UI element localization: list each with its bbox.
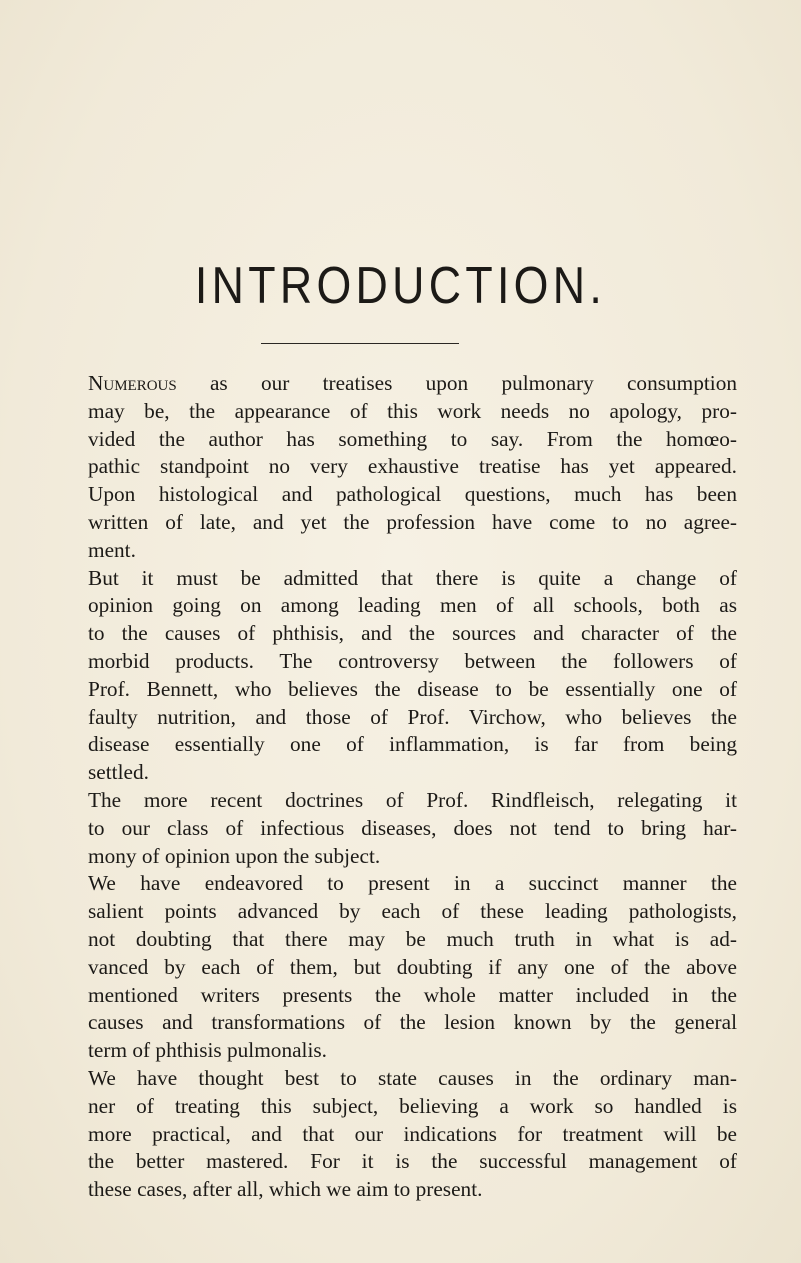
line-text: the better mastered. For it is the successful management of [88,1149,737,1174]
text-line [67,1121,737,1149]
line-text: not doubting that there may be much truth in what is ad- [88,926,737,951]
line-text: term of phthisis pulmonalis. [88,1038,327,1063]
text-line [67,843,737,871]
text-line [67,704,737,732]
text-line [67,1065,737,1093]
line-text: disease essentially one of inflammation, is far from being [88,732,737,757]
line-text: ner of treating this subject, believing a work so handled is [88,1093,737,1118]
text-line [67,370,737,398]
line-text: Upon histological and pathological questions, much has been [88,482,737,507]
body-text [67,370,737,1204]
text-line [67,731,737,759]
text-line [67,1093,737,1121]
page-title: INTRODUCTION. [194,257,607,315]
text-line [67,1037,737,1065]
line-text: We have endeavored to present in a succinct manner the [88,871,737,896]
line-text: salient points advanced by each of these leading pathologists, [88,899,737,924]
text-line [67,759,737,787]
paragraph [67,787,737,870]
text-line [67,537,737,565]
text-line [67,620,737,648]
line-text: morbid products. The controversy between the followers of [88,648,737,673]
line-text: as our treatises upon pulmonary consumption [176,371,737,395]
line-text: to the causes of phthisis, and the sources and character of the [88,621,737,646]
line-text: causes and transformations of the lesion known by the general [88,1010,737,1035]
text-line [67,565,737,593]
text-line [67,481,737,509]
paragraph [67,1065,737,1204]
text-line [67,453,737,481]
line-text: Prof. Bennett, who believes the disease to be essentially one of [88,676,737,701]
line-text: The more recent doctrines of Prof. Rindfleisch, relegating it [88,787,737,812]
text-line [67,898,737,926]
text-line [67,676,737,704]
text-line [67,648,737,676]
title-divider [261,343,459,344]
text-line [67,398,737,426]
line-text: may be, the appearance of this work needs no apology, pro- [88,398,737,423]
line-text: opinion going on among leading men of all schools, both as [88,593,737,618]
line-text: more practical, and that our indications for treatment will be [88,1121,737,1146]
text-line [67,426,737,454]
line-text: written of late, and yet the profession have come to no agree- [88,509,737,534]
text-line [67,1176,737,1204]
text-line [67,926,737,954]
line-text: ment. [88,537,136,562]
line-text: settled. [88,760,149,785]
text-line [67,954,737,982]
line-text: vanced by each of them, but doubting if any one of the above [88,954,737,979]
line-text: vided the author has something to say. From the homœo- [88,426,737,451]
paragraph [67,370,737,565]
text-line [67,509,737,537]
lead-word: Numerous [88,371,177,395]
line-text: mentioned writers presents the whole matter included in the [88,982,737,1007]
line-text: faulty nutrition, and those of Prof. Virchow, who believes the [88,704,737,729]
paragraph [67,870,737,1065]
line-text: mony of opinion upon the subject. [88,843,381,868]
line-text: pathic standpoint no very exhaustive treatise has yet appeared. [88,454,737,479]
text-line [67,592,737,620]
text-line [67,1009,737,1037]
text-line [67,1148,737,1176]
text-line [67,870,737,898]
text-line [67,787,737,815]
line-text: We have thought best to state causes in the ordinary man- [88,1065,737,1090]
paragraph [67,565,737,787]
line-text: to our class of infectious diseases, does not tend to bring har- [88,815,737,840]
text-line [67,982,737,1010]
line-text: But it must be admitted that there is quite a change of [88,565,737,590]
line-text: these cases, after all, which we aim to present. [88,1177,483,1202]
text-line [67,815,737,843]
